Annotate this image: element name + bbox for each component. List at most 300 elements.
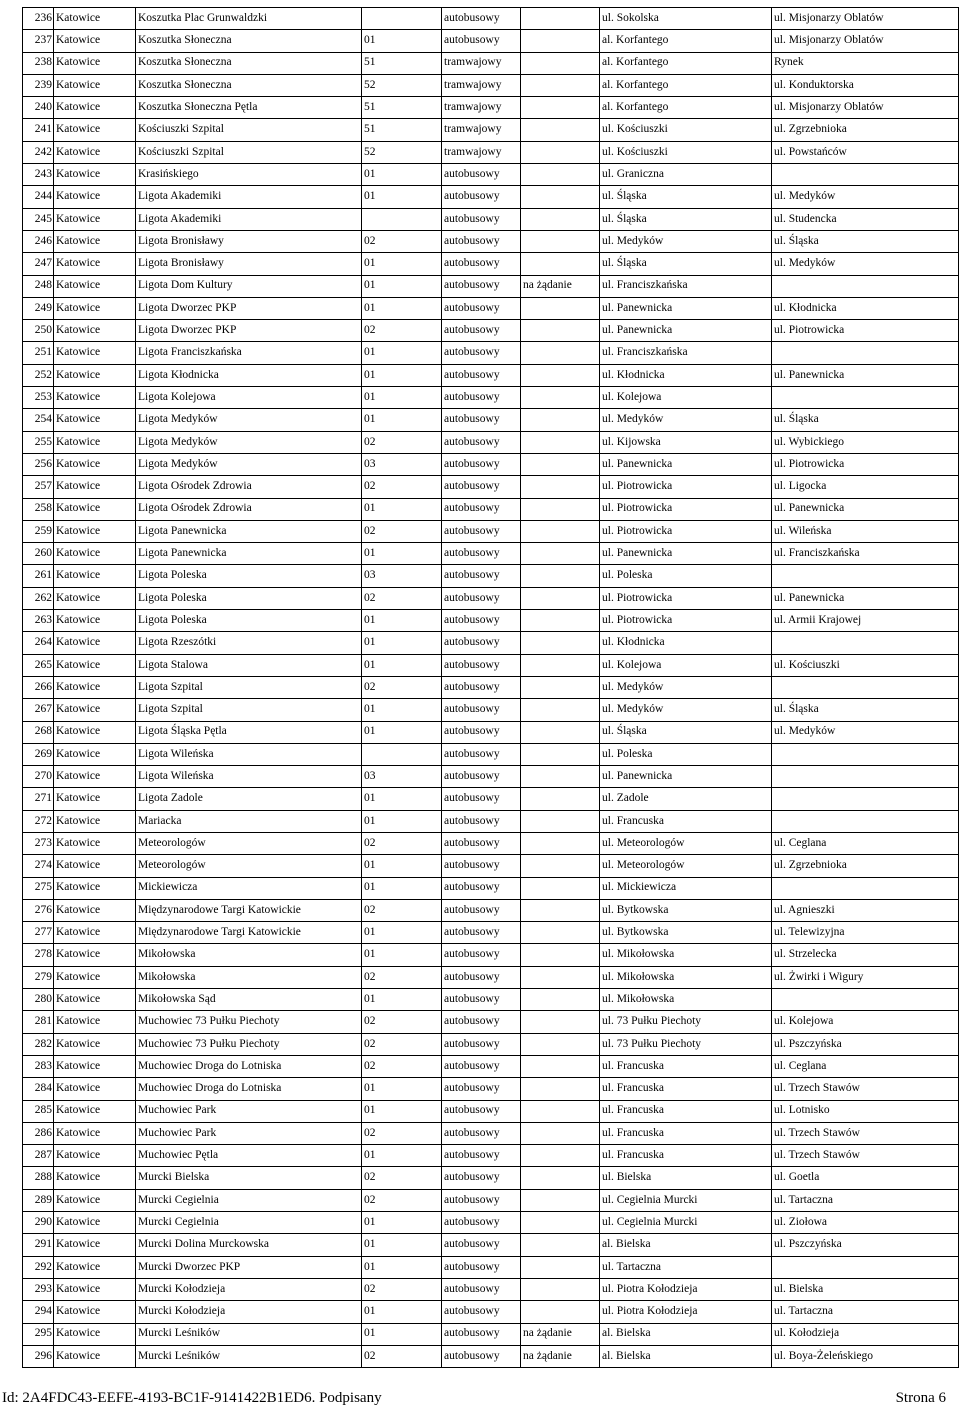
table-row	[23, 877, 959, 899]
street-cell: ul. Piotrowicka	[600, 476, 772, 498]
direction-cell: ul. Śląska	[772, 409, 959, 431]
city-cell: Katowice	[54, 364, 136, 386]
street-cell: ul. 73 Pułku Piechoty	[600, 1033, 772, 1055]
direction-cell: ul. Zgrzebnioka	[772, 119, 959, 141]
street-cell: ul. Panewnicka	[600, 453, 772, 475]
on-request-cell: na żądanie	[521, 275, 600, 297]
street-cell: ul. Tartaczna	[600, 1256, 772, 1278]
stop-code-cell: 02	[362, 966, 442, 988]
table-row	[23, 587, 959, 609]
stop-type-cell: autobusowy	[442, 922, 521, 944]
street-cell: ul. Panewnicka	[600, 543, 772, 565]
stop-type-cell: autobusowy	[442, 387, 521, 409]
table-row	[23, 297, 959, 319]
city-cell: Katowice	[54, 743, 136, 765]
row-number: 292	[23, 1256, 54, 1278]
table-row	[23, 409, 959, 431]
stop-type-cell: autobusowy	[442, 1234, 521, 1256]
direction-cell: ul. Ceglana	[772, 1055, 959, 1077]
stop-type-cell: autobusowy	[442, 565, 521, 587]
stop-name-cell: Murcki Dworzec PKP	[136, 1256, 362, 1278]
row-number: 245	[23, 208, 54, 230]
row-number: 243	[23, 164, 54, 186]
row-number: 284	[23, 1078, 54, 1100]
table-row	[23, 119, 959, 141]
stop-code-cell: 01	[362, 297, 442, 319]
street-cell: ul. Francuska	[600, 1078, 772, 1100]
on-request-cell	[521, 1122, 600, 1144]
on-request-cell	[521, 97, 600, 119]
stop-name-cell: Ligota Wileńska	[136, 766, 362, 788]
city-cell: Katowice	[54, 297, 136, 319]
street-cell: ul. Piotra Kołodzieja	[600, 1301, 772, 1323]
direction-cell: ul. Trzech Stawów	[772, 1145, 959, 1167]
street-cell: ul. Kolejowa	[600, 654, 772, 676]
direction-cell: ul. Kołodzieja	[772, 1323, 959, 1345]
direction-cell	[772, 877, 959, 899]
stop-code-cell: 03	[362, 766, 442, 788]
stop-name-cell: Koszutka Słoneczna Pętla	[136, 97, 362, 119]
stop-code-cell: 01	[362, 387, 442, 409]
city-cell: Katowice	[54, 922, 136, 944]
city-cell: Katowice	[54, 721, 136, 743]
row-number: 273	[23, 832, 54, 854]
stop-type-cell: autobusowy	[442, 498, 521, 520]
city-cell: Katowice	[54, 855, 136, 877]
stop-name-cell: Muchowiec Park	[136, 1122, 362, 1144]
on-request-cell	[521, 989, 600, 1011]
direction-cell: ul. Pszczyńska	[772, 1033, 959, 1055]
stop-name-cell: Krasińskiego	[136, 164, 362, 186]
stop-type-cell: autobusowy	[442, 1011, 521, 1033]
city-cell: Katowice	[54, 520, 136, 542]
row-number: 241	[23, 119, 54, 141]
direction-cell: ul. Kościuszki	[772, 654, 959, 676]
street-cell: ul. Śląska	[600, 208, 772, 230]
table-row	[23, 97, 959, 119]
street-cell: ul. Piotrowicka	[600, 587, 772, 609]
stop-name-cell: Murcki Bielska	[136, 1167, 362, 1189]
on-request-cell	[521, 431, 600, 453]
stop-code-cell: 01	[362, 699, 442, 721]
stop-type-cell: autobusowy	[442, 1278, 521, 1300]
street-cell: ul. Kijowska	[600, 431, 772, 453]
street-cell: ul. Franciszkańska	[600, 342, 772, 364]
row-number: 288	[23, 1167, 54, 1189]
stop-code-cell: 02	[362, 1345, 442, 1367]
direction-cell	[772, 788, 959, 810]
table-row	[23, 1100, 959, 1122]
table-row	[23, 766, 959, 788]
stop-name-cell: Międzynarodowe Targi Katowickie	[136, 922, 362, 944]
city-cell: Katowice	[54, 966, 136, 988]
direction-cell: ul. Tartaczna	[772, 1301, 959, 1323]
table-row	[23, 1278, 959, 1300]
stop-type-cell: autobusowy	[442, 342, 521, 364]
row-number: 262	[23, 587, 54, 609]
city-cell: Katowice	[54, 97, 136, 119]
table-row	[23, 899, 959, 921]
on-request-cell	[521, 1033, 600, 1055]
table-row	[23, 1055, 959, 1077]
stop-code-cell	[362, 208, 442, 230]
table-row	[23, 1145, 959, 1167]
table-row	[23, 1033, 959, 1055]
stop-type-cell: autobusowy	[442, 1078, 521, 1100]
stop-name-cell: Ligota Panewnicka	[136, 520, 362, 542]
stop-type-cell: autobusowy	[442, 1145, 521, 1167]
table-row	[23, 30, 959, 52]
stop-type-cell: autobusowy	[442, 1167, 521, 1189]
direction-cell	[772, 676, 959, 698]
direction-cell: ul. Franciszkańska	[772, 543, 959, 565]
on-request-cell	[521, 788, 600, 810]
stop-type-cell: autobusowy	[442, 1212, 521, 1234]
stop-code-cell: 01	[362, 1078, 442, 1100]
street-cell: ul. Bielska	[600, 1167, 772, 1189]
stop-code-cell: 01	[362, 543, 442, 565]
stop-code-cell: 01	[362, 610, 442, 632]
table-row	[23, 431, 959, 453]
stop-code-cell: 52	[362, 74, 442, 96]
stop-type-cell: autobusowy	[442, 1323, 521, 1345]
stop-name-cell: Ligota Poleska	[136, 565, 362, 587]
direction-cell: ul. Studencka	[772, 208, 959, 230]
direction-cell: ul. Medyków	[772, 721, 959, 743]
row-number: 264	[23, 632, 54, 654]
stop-name-cell: Koszutka Słoneczna	[136, 30, 362, 52]
stop-type-cell: autobusowy	[442, 320, 521, 342]
stop-code-cell: 02	[362, 1278, 442, 1300]
stop-name-cell: Murcki Leśników	[136, 1323, 362, 1345]
stop-name-cell: Ligota Dworzec PKP	[136, 320, 362, 342]
direction-cell: ul. Boya-Żeleńskiego	[772, 1345, 959, 1367]
direction-cell: ul. Trzech Stawów	[772, 1078, 959, 1100]
street-cell: ul. Medyków	[600, 699, 772, 721]
direction-cell: ul. Powstańców	[772, 141, 959, 163]
stop-type-cell: autobusowy	[442, 1100, 521, 1122]
row-number: 251	[23, 342, 54, 364]
on-request-cell	[521, 922, 600, 944]
city-cell: Katowice	[54, 610, 136, 632]
direction-cell: ul. Medyków	[772, 186, 959, 208]
on-request-cell	[521, 543, 600, 565]
table-row	[23, 1078, 959, 1100]
on-request-cell	[521, 520, 600, 542]
direction-cell: ul. Pszczyńska	[772, 1234, 959, 1256]
stop-name-cell: Muchowiec Droga do Lotniska	[136, 1055, 362, 1077]
stop-name-cell: Ligota Ośrodek Zdrowia	[136, 476, 362, 498]
stop-name-cell: Muchowiec 73 Pułku Piechoty	[136, 1033, 362, 1055]
table-row	[23, 676, 959, 698]
row-number: 275	[23, 877, 54, 899]
stop-type-cell: autobusowy	[442, 1345, 521, 1367]
stop-code-cell: 52	[362, 141, 442, 163]
stop-type-cell: autobusowy	[442, 230, 521, 252]
stop-type-cell: autobusowy	[442, 721, 521, 743]
stop-name-cell: Mikołowska Sąd	[136, 989, 362, 1011]
stop-code-cell: 02	[362, 587, 442, 609]
on-request-cell	[521, 164, 600, 186]
stop-name-cell: Międzynarodowe Targi Katowickie	[136, 899, 362, 921]
row-number: 274	[23, 855, 54, 877]
stop-name-cell: Muchowiec 73 Pułku Piechoty	[136, 1011, 362, 1033]
stop-code-cell: 01	[362, 632, 442, 654]
city-cell: Katowice	[54, 565, 136, 587]
city-cell: Katowice	[54, 877, 136, 899]
on-request-cell	[521, 832, 600, 854]
stop-code-cell: 01	[362, 1256, 442, 1278]
on-request-cell	[521, 632, 600, 654]
table-row	[23, 1234, 959, 1256]
stop-code-cell: 01	[362, 855, 442, 877]
stop-name-cell: Ligota Bronisławy	[136, 253, 362, 275]
city-cell: Katowice	[54, 766, 136, 788]
stop-type-cell: autobusowy	[442, 520, 521, 542]
direction-cell	[772, 164, 959, 186]
stop-code-cell: 01	[362, 275, 442, 297]
row-number: 246	[23, 230, 54, 252]
on-request-cell	[521, 877, 600, 899]
row-number: 285	[23, 1100, 54, 1122]
street-cell: ul. Poleska	[600, 565, 772, 587]
row-number: 248	[23, 275, 54, 297]
stop-type-cell: tramwajowy	[442, 141, 521, 163]
stop-name-cell: Ligota Szpital	[136, 676, 362, 698]
row-number: 282	[23, 1033, 54, 1055]
row-number: 263	[23, 610, 54, 632]
stop-name-cell: Ligota Medyków	[136, 409, 362, 431]
city-cell: Katowice	[54, 832, 136, 854]
street-cell: ul. Kłodnicka	[600, 632, 772, 654]
city-cell: Katowice	[54, 275, 136, 297]
direction-cell: ul. Armii Krajowej	[772, 610, 959, 632]
stop-code-cell: 02	[362, 1122, 442, 1144]
stop-code-cell: 51	[362, 119, 442, 141]
table-row	[23, 632, 959, 654]
row-number: 256	[23, 453, 54, 475]
table-row	[23, 1122, 959, 1144]
city-cell: Katowice	[54, 587, 136, 609]
direction-cell	[772, 275, 959, 297]
row-number: 279	[23, 966, 54, 988]
stop-type-cell: autobusowy	[442, 654, 521, 676]
stop-name-cell: Meteorologów	[136, 832, 362, 854]
table-row	[23, 1212, 959, 1234]
stop-name-cell: Ligota Akademiki	[136, 208, 362, 230]
street-cell: ul. Panewnicka	[600, 297, 772, 319]
row-number: 281	[23, 1011, 54, 1033]
city-cell: Katowice	[54, 1033, 136, 1055]
stop-code-cell: 51	[362, 52, 442, 74]
street-cell: ul. Śląska	[600, 253, 772, 275]
stop-name-cell: Mikołowska	[136, 966, 362, 988]
city-cell: Katowice	[54, 52, 136, 74]
city-cell: Katowice	[54, 944, 136, 966]
direction-cell	[772, 342, 959, 364]
stop-type-cell: autobusowy	[442, 877, 521, 899]
on-request-cell	[521, 966, 600, 988]
table-row	[23, 208, 959, 230]
table-row	[23, 387, 959, 409]
row-number: 290	[23, 1212, 54, 1234]
city-cell: Katowice	[54, 1189, 136, 1211]
row-number: 255	[23, 431, 54, 453]
on-request-cell	[521, 944, 600, 966]
stop-type-cell: autobusowy	[442, 1033, 521, 1055]
street-cell: ul. Meteorologów	[600, 832, 772, 854]
row-number: 278	[23, 944, 54, 966]
direction-cell: ul. Piotrowicka	[772, 320, 959, 342]
stop-code-cell: 03	[362, 565, 442, 587]
direction-cell: ul. Piotrowicka	[772, 453, 959, 475]
stop-name-cell: Muchowiec Park	[136, 1100, 362, 1122]
stop-name-cell: Koszutka Słoneczna	[136, 74, 362, 96]
table-row	[23, 476, 959, 498]
row-number: 286	[23, 1122, 54, 1144]
stop-name-cell: Kościuszki Szpital	[136, 141, 362, 163]
street-cell: ul. Panewnicka	[600, 766, 772, 788]
stop-type-cell: autobusowy	[442, 1055, 521, 1077]
city-cell: Katowice	[54, 810, 136, 832]
stop-code-cell: 01	[362, 1100, 442, 1122]
street-cell: ul. Piotrowicka	[600, 520, 772, 542]
stop-type-cell: autobusowy	[442, 364, 521, 386]
street-cell: ul. Medyków	[600, 676, 772, 698]
street-cell: ul. Piotrowicka	[600, 498, 772, 520]
on-request-cell	[521, 1278, 600, 1300]
stop-name-cell: Ligota Medyków	[136, 431, 362, 453]
street-cell: ul. Mickiewicza	[600, 877, 772, 899]
on-request-cell	[521, 119, 600, 141]
stop-code-cell: 01	[362, 944, 442, 966]
stop-code-cell	[362, 8, 442, 30]
direction-cell: ul. Misjonarzy Oblatów	[772, 30, 959, 52]
row-number: 250	[23, 320, 54, 342]
stop-type-cell: autobusowy	[442, 30, 521, 52]
street-cell: ul. Mikołowska	[600, 944, 772, 966]
direction-cell	[772, 387, 959, 409]
street-cell: ul. Francuska	[600, 1145, 772, 1167]
row-number: 261	[23, 565, 54, 587]
city-cell: Katowice	[54, 453, 136, 475]
stop-name-cell: Koszutka Słoneczna	[136, 52, 362, 74]
direction-cell: ul. Kolejowa	[772, 1011, 959, 1033]
street-cell: ul. Medyków	[600, 409, 772, 431]
table-row	[23, 610, 959, 632]
row-number: 249	[23, 297, 54, 319]
stop-code-cell: 01	[362, 164, 442, 186]
direction-cell: ul. Ceglana	[772, 832, 959, 854]
table-row	[23, 253, 959, 275]
table-row	[23, 275, 959, 297]
street-cell: ul. Francuska	[600, 1055, 772, 1077]
city-cell: Katowice	[54, 186, 136, 208]
direction-cell: ul. Agnieszki	[772, 899, 959, 921]
stop-code-cell: 01	[362, 409, 442, 431]
stop-name-cell: Ligota Zadole	[136, 788, 362, 810]
stop-type-cell: autobusowy	[442, 944, 521, 966]
city-cell: Katowice	[54, 342, 136, 364]
stop-name-cell: Ligota Ośrodek Zdrowia	[136, 498, 362, 520]
stop-code-cell: 02	[362, 431, 442, 453]
on-request-cell	[521, 1256, 600, 1278]
on-request-cell	[521, 1078, 600, 1100]
direction-cell: ul. Kłodnicka	[772, 297, 959, 319]
street-cell: al. Bielska	[600, 1345, 772, 1367]
table-row	[23, 52, 959, 74]
stop-type-cell: autobusowy	[442, 476, 521, 498]
stop-code-cell: 02	[362, 1189, 442, 1211]
city-cell: Katowice	[54, 1145, 136, 1167]
stop-type-cell: autobusowy	[442, 832, 521, 854]
stop-type-cell: autobusowy	[442, 253, 521, 275]
direction-cell	[772, 810, 959, 832]
on-request-cell	[521, 587, 600, 609]
table-row	[23, 989, 959, 1011]
stop-code-cell: 01	[362, 721, 442, 743]
page-footer	[0, 1390, 960, 1410]
on-request-cell	[521, 230, 600, 252]
table-row	[23, 186, 959, 208]
street-cell: ul. Zadole	[600, 788, 772, 810]
stop-code-cell: 01	[362, 1212, 442, 1234]
stop-name-cell: Murcki Cegielnia	[136, 1212, 362, 1234]
direction-cell: ul. Misjonarzy Oblatów	[772, 8, 959, 30]
city-cell: Katowice	[54, 1122, 136, 1144]
city-cell: Katowice	[54, 1212, 136, 1234]
city-cell: Katowice	[54, 1055, 136, 1077]
stop-type-cell: autobusowy	[442, 587, 521, 609]
direction-cell: Rynek	[772, 52, 959, 74]
street-cell: ul. Śląska	[600, 721, 772, 743]
row-number: 296	[23, 1345, 54, 1367]
row-number: 293	[23, 1278, 54, 1300]
city-cell: Katowice	[54, 141, 136, 163]
city-cell: Katowice	[54, 699, 136, 721]
row-number: 239	[23, 74, 54, 96]
direction-cell: ul. Strzelecka	[772, 944, 959, 966]
stop-name-cell: Murcki Leśników	[136, 1345, 362, 1367]
row-number: 240	[23, 97, 54, 119]
street-cell: al. Bielska	[600, 1323, 772, 1345]
direction-cell: ul. Telewizyjna	[772, 922, 959, 944]
stop-type-cell: autobusowy	[442, 966, 521, 988]
direction-cell: ul. Tartaczna	[772, 1189, 959, 1211]
on-request-cell	[521, 30, 600, 52]
street-cell: ul. Bytkowska	[600, 899, 772, 921]
direction-cell	[772, 766, 959, 788]
city-cell: Katowice	[54, 8, 136, 30]
street-cell: ul. Francuska	[600, 810, 772, 832]
stop-code-cell: 01	[362, 877, 442, 899]
table-row	[23, 788, 959, 810]
table-row	[23, 743, 959, 765]
city-cell: Katowice	[54, 476, 136, 498]
stop-code-cell: 01	[362, 364, 442, 386]
city-cell: Katowice	[54, 676, 136, 698]
table-row	[23, 922, 959, 944]
row-number: 270	[23, 766, 54, 788]
stop-code-cell: 01	[362, 498, 442, 520]
stop-type-cell: autobusowy	[442, 409, 521, 431]
street-cell: ul. Franciszkańska	[600, 275, 772, 297]
stop-code-cell	[362, 743, 442, 765]
stop-type-cell: autobusowy	[442, 297, 521, 319]
row-number: 267	[23, 699, 54, 721]
table-row	[23, 1189, 959, 1211]
row-number: 272	[23, 810, 54, 832]
